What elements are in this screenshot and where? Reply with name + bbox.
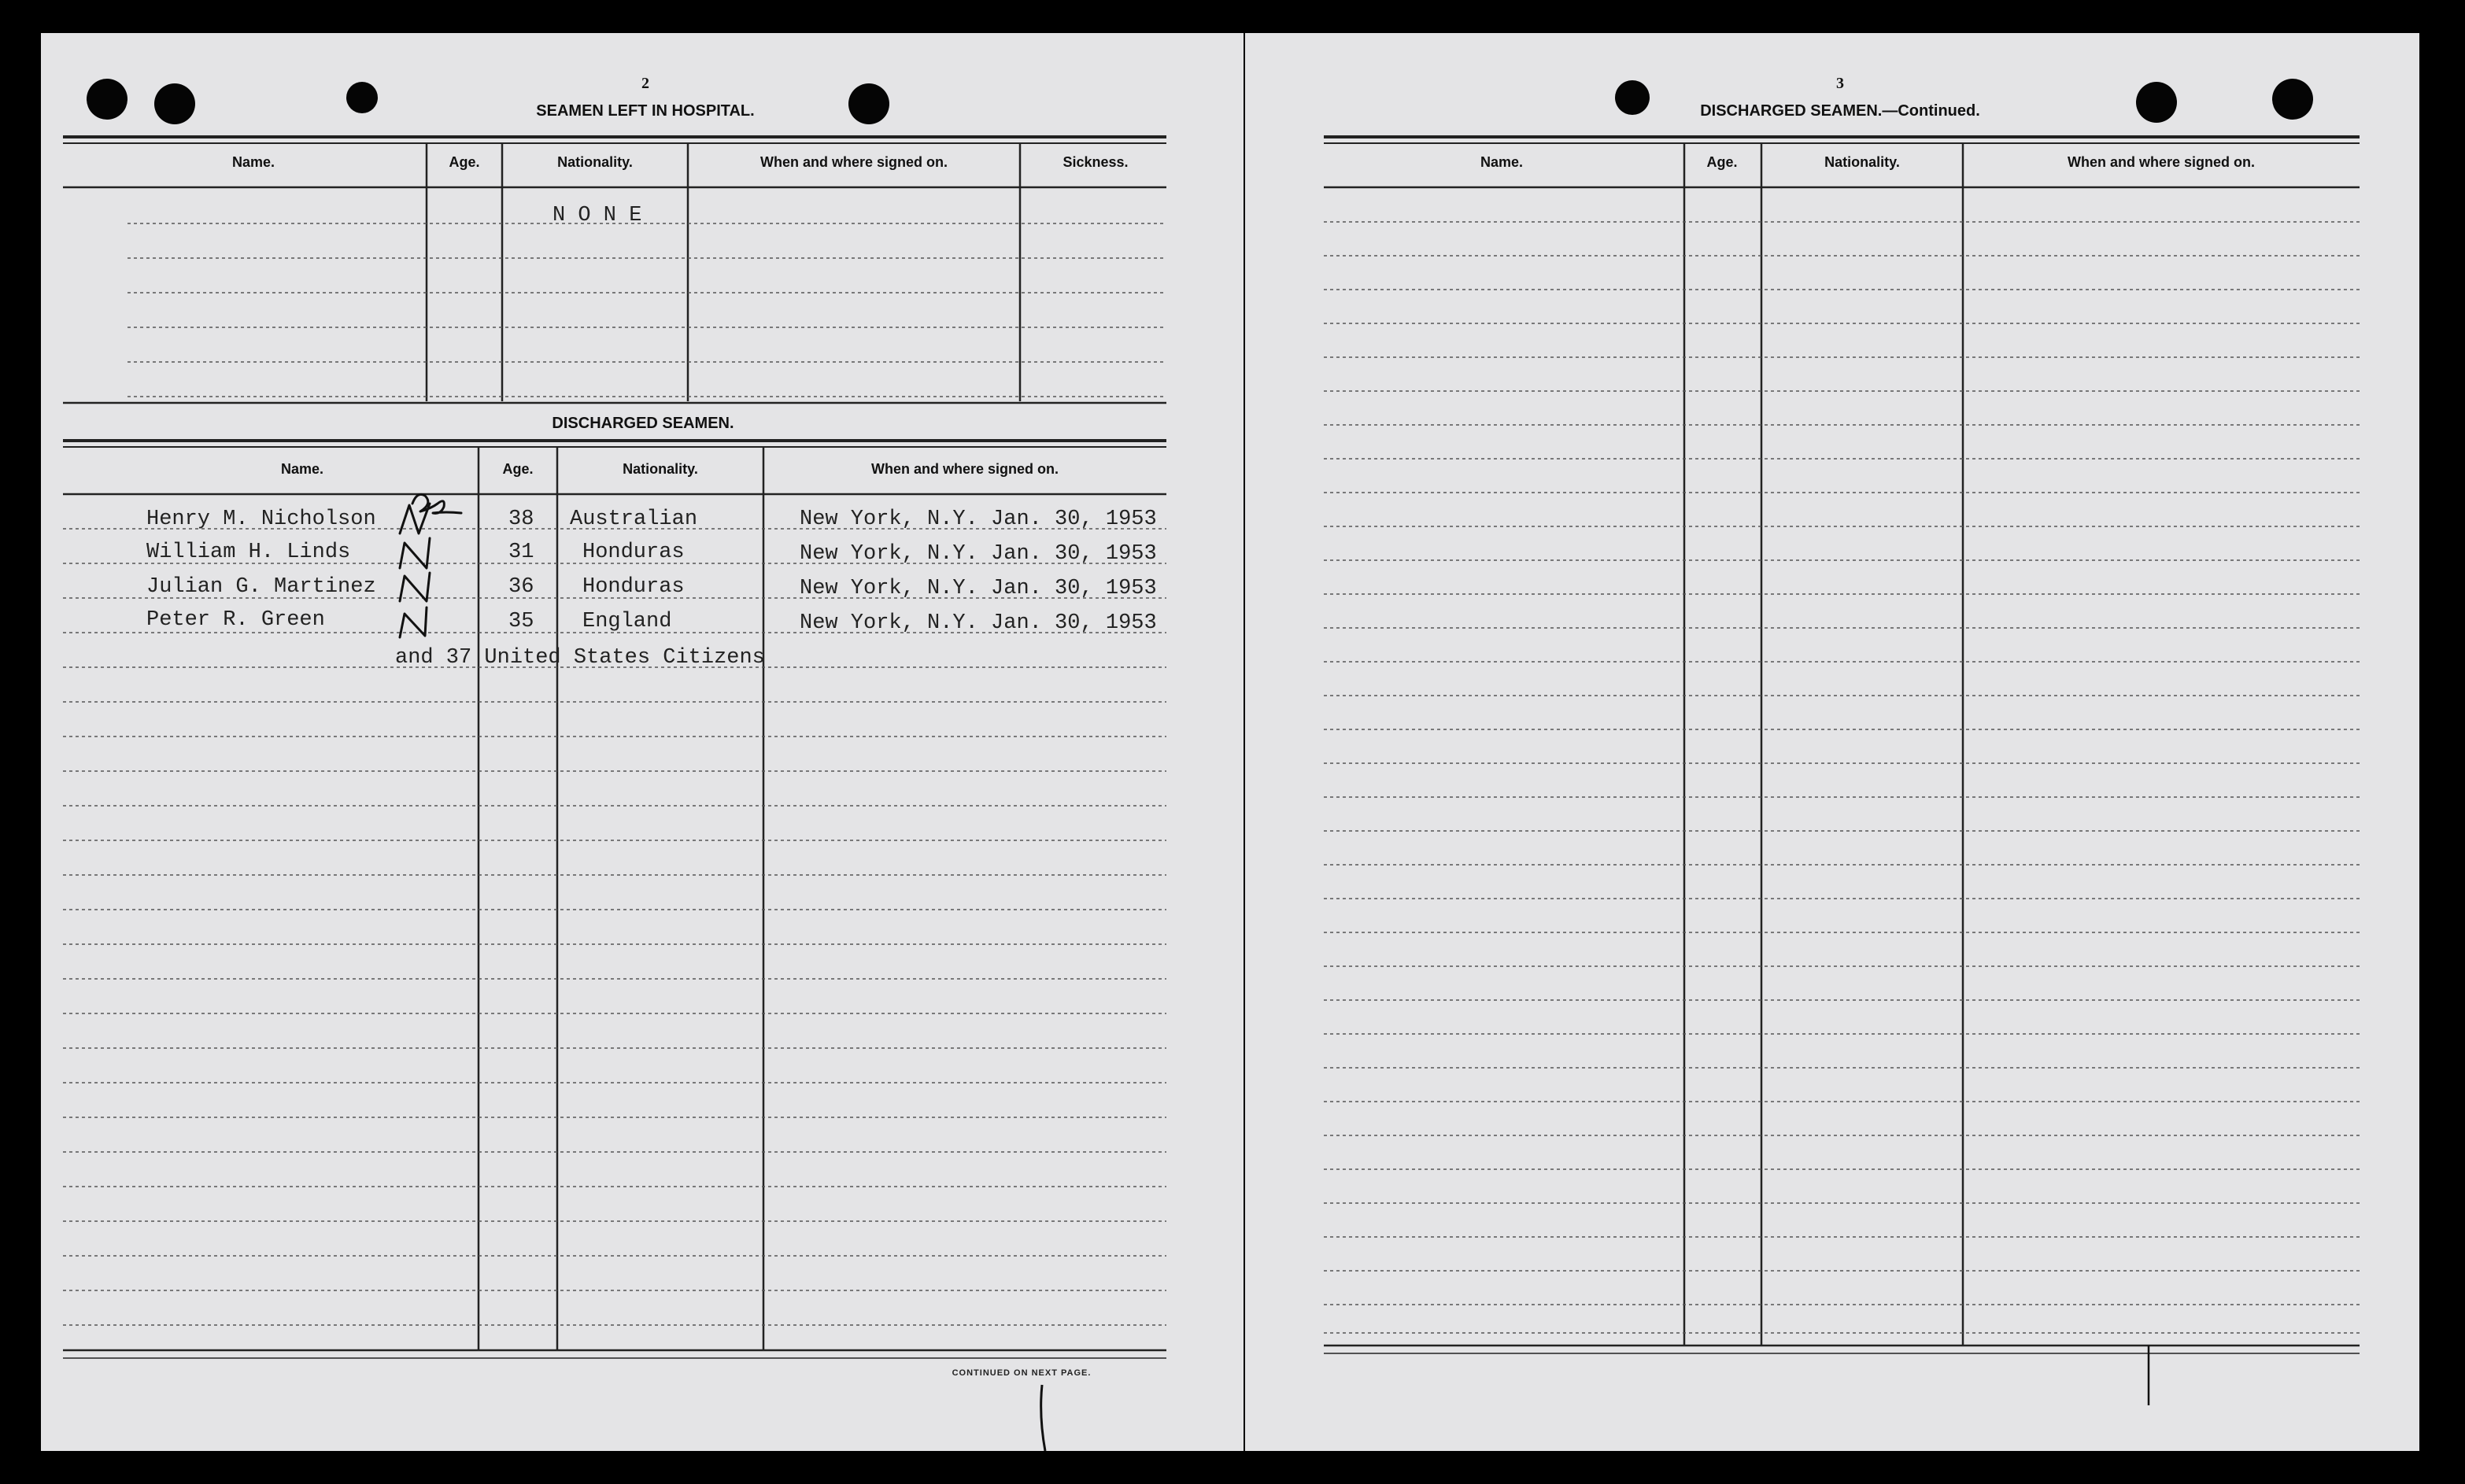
seaman-age: 31 <box>508 541 534 564</box>
page-number: 2 <box>641 75 649 92</box>
seaman-age: 36 <box>508 575 534 599</box>
seaman-name: William H. Linds <box>146 541 351 564</box>
hospital-section-title: SEAMEN LEFT IN HOSPITAL. <box>536 102 755 120</box>
hospital-none-entry: N O N E <box>552 204 642 227</box>
table-row <box>146 508 1157 531</box>
continued-header-nationality: Nationality. <box>1824 154 1900 170</box>
seaman-signed-on: New York, N.Y. Jan. 30, 1953 <box>800 508 1157 531</box>
seaman-age: 38 <box>508 508 534 531</box>
hospital-dotted-lines <box>128 223 1166 397</box>
hospital-header-nationality: Nationality. <box>557 154 633 170</box>
seaman-name: Peter R. Green <box>146 608 325 632</box>
seaman-nationality: Australian <box>570 508 698 531</box>
seaman-nationality: Honduras <box>582 541 685 564</box>
continued-header-age: Age. <box>1706 154 1738 170</box>
seaman-age: 35 <box>508 610 534 633</box>
discharged-header-age: Age. <box>502 461 534 477</box>
seaman-name: Julian G. Martinez <box>146 575 376 599</box>
table-row <box>146 541 1157 566</box>
seaman-signed-on: New York, N.Y. Jan. 30, 1953 <box>800 542 1157 566</box>
handwritten-check-marks <box>400 494 461 637</box>
table-row <box>146 575 1157 600</box>
discharged-header-signed-on: When and where signed on. <box>870 461 1059 477</box>
discharged-section-title: DISCHARGED SEAMEN. <box>552 415 734 432</box>
seaman-signed-on: New York, N.Y. Jan. 30, 1953 <box>800 611 1157 635</box>
continued-section-title: DISCHARGED SEAMEN.—Continued. <box>1700 102 1980 120</box>
seaman-nationality: Honduras <box>582 575 685 599</box>
continued-header-name: Name. <box>1480 154 1524 170</box>
discharged-header-name: Name. <box>280 461 324 477</box>
continued-dotted-lines <box>1324 222 2360 1333</box>
left-page <box>41 33 1244 1451</box>
left-page-form <box>41 33 1244 1451</box>
table-row <box>146 608 1157 635</box>
hospital-header-age: Age. <box>449 154 480 170</box>
summary-line: and 37 United States Citizens <box>395 646 765 670</box>
pen-stroke <box>1041 1385 1045 1451</box>
continued-footer: CONTINUED ON NEXT PAGE. <box>952 1368 1092 1378</box>
continued-header-signed-on: When and where signed on. <box>2067 154 2256 170</box>
seaman-nationality: England <box>582 610 672 633</box>
page-number: 3 <box>1836 75 1844 92</box>
hospital-header-signed-on: When and where signed on. <box>759 154 948 170</box>
hospital-header-sickness: Sickness. <box>1062 154 1129 170</box>
seaman-signed-on: New York, N.Y. Jan. 30, 1953 <box>800 577 1157 600</box>
discharged-header-nationality: Nationality. <box>623 461 698 477</box>
hospital-header-name: Name. <box>231 154 275 170</box>
right-page <box>1245 33 2419 1451</box>
seaman-name: Henry M. Nicholson <box>146 508 376 531</box>
right-page-form <box>1245 33 2419 1451</box>
